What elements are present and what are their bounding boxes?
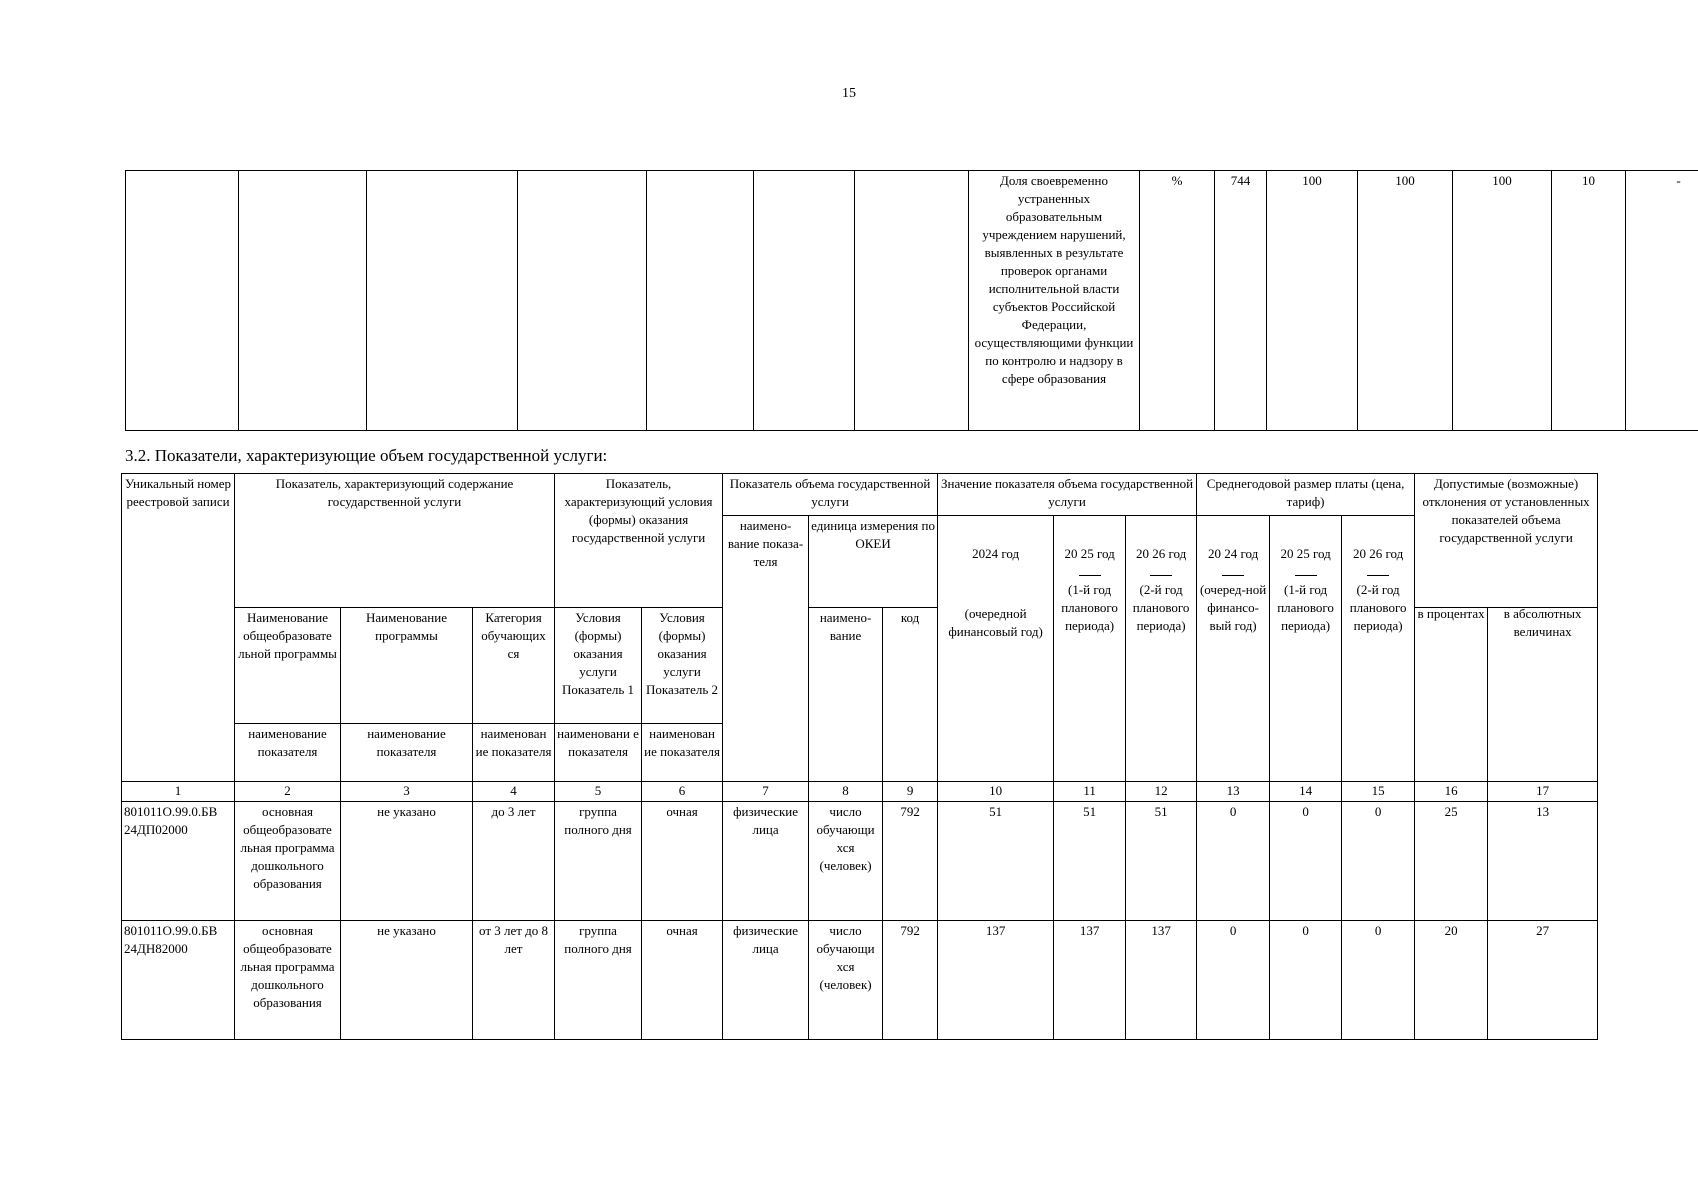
header-volume-name: наимено-вание показа-теля (723, 516, 809, 782)
header-conditions-indicator: Показатель, характеризующий условия (формы) оказания государственной услуги (555, 474, 723, 608)
empty-cell (367, 171, 518, 431)
table-cell: физические лица (723, 802, 809, 921)
table-row (122, 921, 1598, 1040)
table-cell: очная (642, 921, 723, 1040)
header-year-2026 (1126, 516, 1197, 782)
table-row (122, 802, 1598, 921)
header-indicator-name-2: наименование показателя (341, 724, 473, 782)
table-cell: 27 (1488, 921, 1598, 1040)
empty-cell (518, 171, 647, 431)
header-indicator-name-1: наименование показателя (235, 724, 341, 782)
dev-percent-label: в процентах (1417, 607, 1485, 621)
column-number-row (122, 782, 1598, 802)
table-cell: 51 (938, 802, 1054, 921)
empty-cell (855, 171, 969, 431)
header-condition-1: Условия (формы) оказания услуги Показатель 1 (555, 608, 642, 724)
header-content-2: Наименование программы (341, 608, 473, 724)
header-content-3: Категория обучающих ся (473, 608, 555, 724)
table-cell: 0 (1342, 921, 1415, 1040)
value-2026: 100 (1453, 171, 1552, 431)
empty-cell (754, 171, 855, 431)
fee-2025-sub: (1-й год планового периода) (1277, 582, 1334, 633)
header-unit-name: наимено-вание (809, 608, 883, 782)
column-number: 4 (473, 782, 555, 802)
table-cell: 13 (1488, 802, 1598, 921)
table-cell: 792 (883, 921, 938, 1040)
header-indicator-name-5: наименован ие показателя (642, 724, 723, 782)
table-cell: группа полного дня (555, 802, 642, 921)
table-cell: 51 (1126, 802, 1197, 921)
header-condition-2: Условия (формы) оказания услуги Показатель 2 (642, 608, 723, 724)
column-number: 11 (1054, 782, 1126, 802)
year-2024-sub: (очередной финансовый год) (948, 606, 1043, 639)
value-2025: 100 (1358, 171, 1453, 431)
page-number: 15 (842, 86, 856, 101)
column-number: 10 (938, 782, 1054, 802)
table-cell: 51 (1054, 802, 1126, 921)
quality-indicator-table (125, 170, 1698, 431)
underline (1295, 575, 1317, 576)
indicator-okei: 744 (1215, 171, 1267, 431)
column-number: 5 (555, 782, 642, 802)
column-number: 8 (809, 782, 883, 802)
table-cell: 0 (1197, 802, 1270, 921)
indicator-name: Доля своевременно устраненных образовательным учреждением нарушений, выявленных в результате проверок органами исполнительной власти субъектов Российской Федерации, осуществляющими функции по контролю и надзору в сфере образования (969, 171, 1140, 431)
year-2024-label: 2024 год (972, 546, 1020, 561)
fee-2024-sub: (очеред-ной финансо-вый год) (1199, 582, 1267, 633)
column-number: 14 (1270, 782, 1342, 802)
header-indicator-name-3: наименован ие показателя (473, 724, 555, 782)
year-2026-label: 20 26 год (1135, 546, 1187, 561)
header-unit-code: код (883, 608, 938, 782)
header-volume-indicator: Показатель объема государственной услуги (723, 474, 938, 516)
dev-absolute-label: в абсолютных величинах (1503, 607, 1582, 639)
column-number: 6 (642, 782, 723, 802)
header-unique-number: Уникальный номер реестровой записи (122, 474, 235, 782)
header-content-1: Наименование общеобразовате льной программы (235, 608, 341, 724)
table-cell: группа полного дня (555, 921, 642, 1040)
underline (1079, 575, 1101, 576)
empty-cell (647, 171, 754, 431)
empty-cell (126, 171, 239, 431)
header-allowed-deviation: Допустимые (возможные) отклонения от установленных показателей объема государственной услуги (1415, 474, 1598, 608)
table-cell: 0 (1197, 921, 1270, 1040)
underline (1222, 575, 1244, 576)
header-okei-unit: единица измерения по ОКЕИ (809, 516, 938, 608)
header-dev-absolute (1488, 608, 1598, 782)
table-cell: 801011О.99.0.БВ 24ДН82000 (122, 921, 235, 1040)
value-2024: 100 (1267, 171, 1358, 431)
column-number: 13 (1197, 782, 1270, 802)
table-cell: до 3 лет (473, 802, 555, 921)
year-2025-sub: (1-й год планового периода) (1061, 582, 1118, 633)
underline (1367, 575, 1389, 576)
table-cell: 0 (1342, 802, 1415, 921)
table-cell: 792 (883, 802, 938, 921)
table-cell: основная общеобразовате льная программа дошкольного образования (235, 921, 341, 1040)
column-number: 7 (723, 782, 809, 802)
column-number: 2 (235, 782, 341, 802)
indicator-unit: % (1140, 171, 1215, 431)
column-number: 17 (1488, 782, 1598, 802)
header-dev-percent (1415, 608, 1488, 782)
deviation-absolute: - (1626, 171, 1698, 431)
header-year-2024 (938, 516, 1054, 782)
table-cell: 137 (938, 921, 1054, 1040)
underline (1150, 575, 1172, 576)
header-fee-2024 (1197, 516, 1270, 782)
column-number: 15 (1342, 782, 1415, 802)
fee-2026-sub: (2-й год планового периода) (1349, 582, 1407, 633)
column-number: 1 (122, 782, 235, 802)
table-cell: не указано (341, 802, 473, 921)
table-cell: 0 (1270, 802, 1342, 921)
header-content-indicator: Показатель, характеризующий содержание государственной услуги (235, 474, 555, 608)
header-indicator-name-4: наименовани е показателя (555, 724, 642, 782)
table-cell: не указано (341, 921, 473, 1040)
header-volume-value: Значение показателя объема государственной услуги (938, 474, 1197, 516)
table-cell: 137 (1126, 921, 1197, 1040)
column-number: 12 (1126, 782, 1197, 802)
table-cell: основная общеобразовате льная программа дошкольного образования (235, 802, 341, 921)
table-cell: число обучающи хся (человек) (809, 802, 883, 921)
table-cell: физические лица (723, 921, 809, 1040)
section-title: 3.2. Показатели, характеризующие объем государственной услуги: (125, 446, 608, 465)
table-cell: 0 (1270, 921, 1342, 1040)
fee-2026-label: 20 26 год (1352, 546, 1404, 561)
header-year-2025 (1054, 516, 1126, 782)
header-fee-2025 (1270, 516, 1342, 782)
table-cell: от 3 лет до 8 лет (473, 921, 555, 1040)
empty-cell (239, 171, 367, 431)
volume-indicator-table (121, 473, 1598, 1040)
table-cell: 20 (1415, 921, 1488, 1040)
deviation-percent: 10 (1552, 171, 1626, 431)
year-2025-label: 20 25 год (1064, 546, 1115, 561)
table-cell: 801011О.99.0.БВ 24ДП02000 (122, 802, 235, 921)
column-number: 9 (883, 782, 938, 802)
header-fee-2026 (1342, 516, 1415, 782)
fee-2024-label: 20 24 год (1207, 546, 1259, 561)
header-average-fee: Среднегодовой размер платы (цена, тариф) (1197, 474, 1415, 516)
fee-2025-label: 20 25 год (1280, 546, 1331, 561)
table-cell: число обучающи хся (человек) (809, 921, 883, 1040)
column-number: 3 (341, 782, 473, 802)
table-cell: 25 (1415, 802, 1488, 921)
table-cell: 137 (1054, 921, 1126, 1040)
column-number: 16 (1415, 782, 1488, 802)
table-cell: очная (642, 802, 723, 921)
year-2026-sub: (2-й год планового периода) (1132, 582, 1190, 633)
